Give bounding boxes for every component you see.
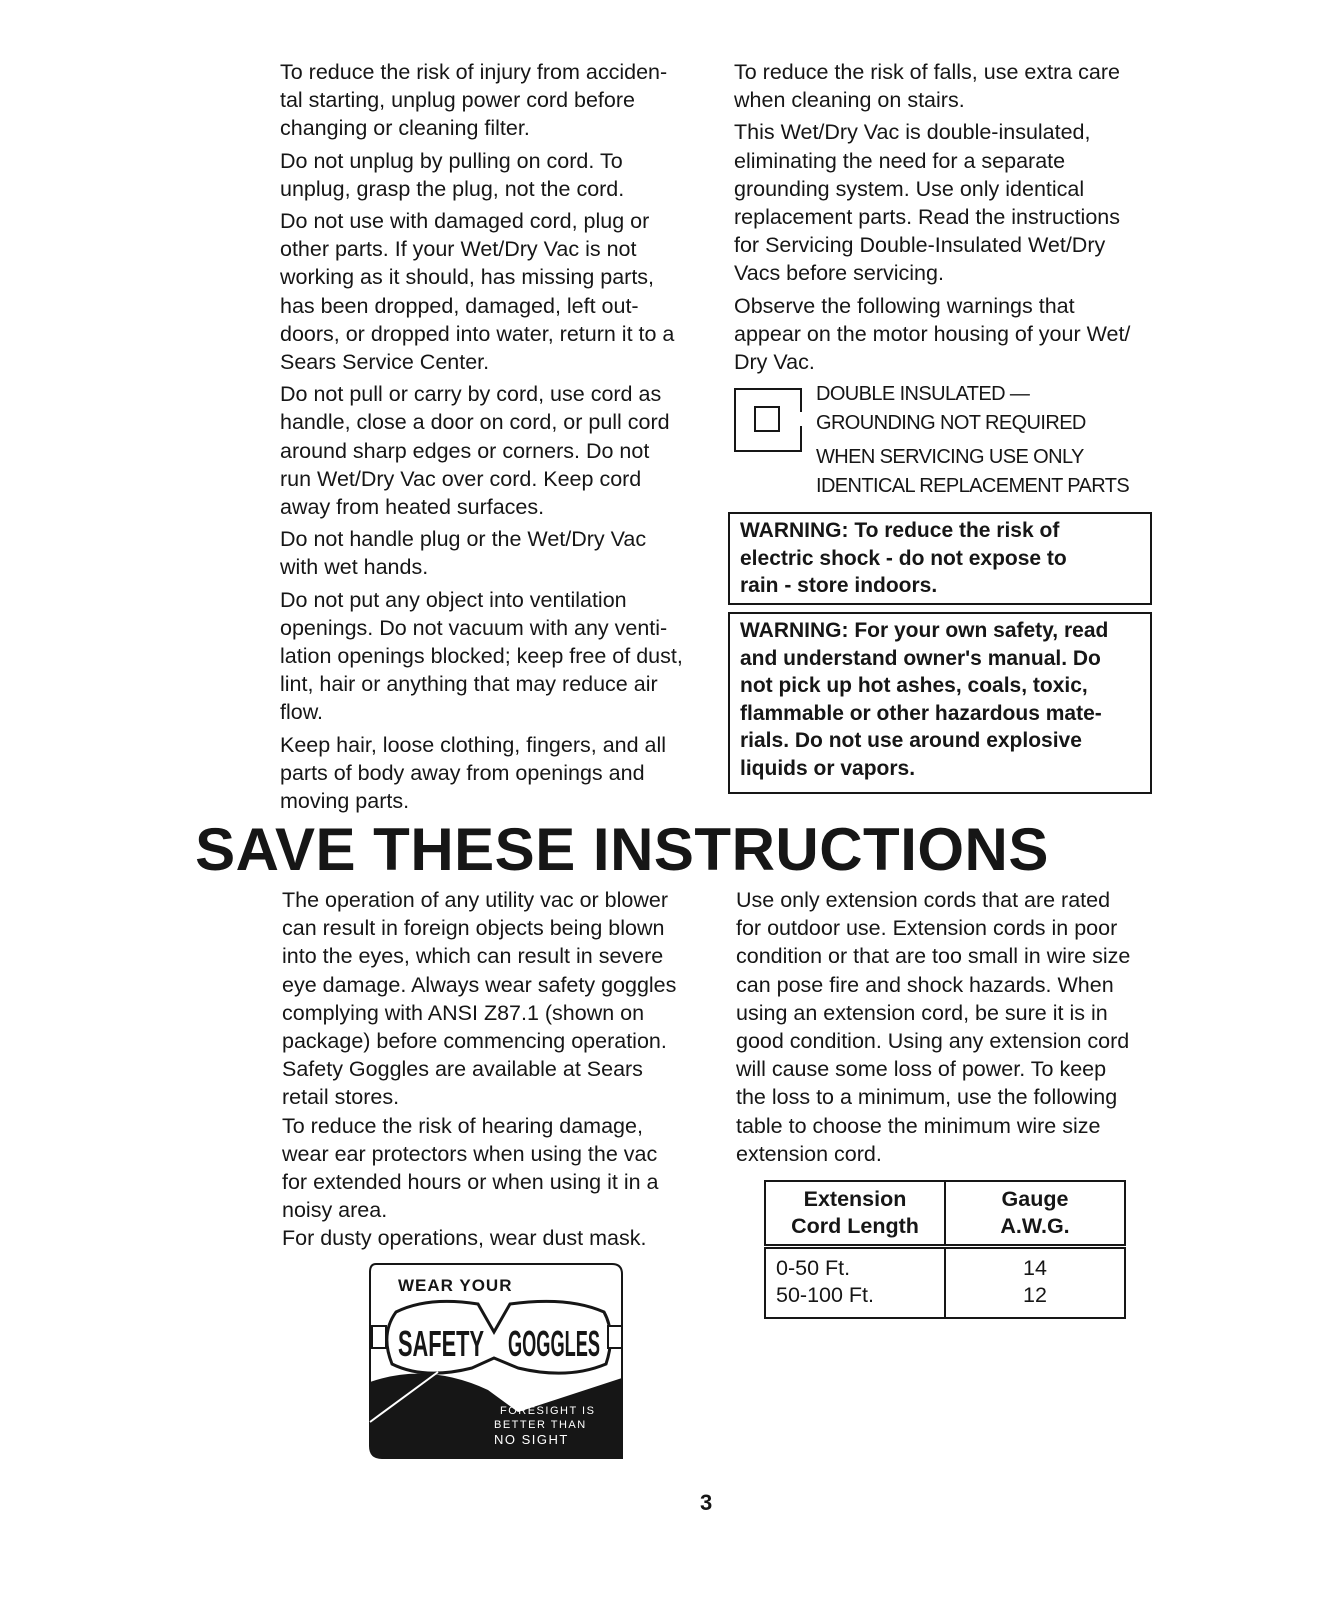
badge-motto-line: BETTER THAN <box>494 1419 587 1431</box>
extension-cord-column <box>736 886 1166 1168</box>
double-insulated-line: GROUNDING NOT REQUIRED <box>816 411 1086 434</box>
safety-rule: Do not pull or carry by cord, use cord as handle, close a door on cord, or pull cord around sharp edges or corners. Do not run Wet/Dry Vac over cord. Keep cord away from heated surfaces. <box>280 382 670 520</box>
double-insulated-label <box>734 380 1174 500</box>
safety-rule: To reduce the risk of falls, use extra care when cleaning on stairs. <box>734 60 1120 113</box>
double-insulated-line: WHEN SERVICING USE ONLY <box>816 446 1084 469</box>
protection-paragraph: The operation of any utility vac or blower can result in foreign objects being blown into the eyes, which can result in severe eye damage. Always wear safety goggles complying with ANSI Z87.1 (shown on package) before commencing operation. Safety Goggles are available at Sears retail stores. <box>282 888 677 1110</box>
extension-cord-paragraph: Use only extension cords that are rated for outdoor use. Extension cords in poor condition or that are too small in wire size can pose fire and shock hazards. When using an extension cord, be sure it is in good condition. Using any extension cord will cause some loss of power. To keep the loss to a minimum, use the following table to choose the minimum wire size extension cord. <box>736 888 1131 1166</box>
safety-rule: Do not put any object into ventilation openings. Do not vacuum with any venti- lation openings blocked; keep free of dust, lint, hair or anything that may reduce air flow. <box>280 587 683 725</box>
gauge-cell: 12 <box>945 1282 1125 1318</box>
table-row <box>765 1282 1125 1318</box>
badge-motto-line: NO SIGHT <box>494 1432 569 1447</box>
cord-length-cell: 0-50 Ft. <box>765 1247 945 1283</box>
safety-rules-column-left <box>280 58 720 819</box>
page-number: 3 <box>700 1490 713 1515</box>
double-insulated-line: IDENTICAL REPLACEMENT PARTS <box>816 474 1130 497</box>
column-header-gauge: Gauge A.W.G. <box>945 1181 1125 1247</box>
double-insulated-square-icon <box>754 406 780 432</box>
column-header-cord-length: Extension Cord Length <box>765 1181 945 1247</box>
extension-cord-table <box>764 1180 1126 1319</box>
safety-rule: Do not handle plug or the Wet/Dry Vac with wet hands. <box>280 527 647 580</box>
badge-goggles-text: GOGGLES <box>508 1323 600 1364</box>
safety-rule: Do not unplug by pulling on cord. To unplug, grasp the plug, not the cord. <box>280 148 625 201</box>
protection-column <box>282 886 722 1253</box>
safety-goggles-icon <box>368 1262 626 1458</box>
safety-rule: To reduce the risk of injury from acciden- tal starting, unplug power cord before changing or cleaning filter. <box>280 60 668 141</box>
safety-rule: Keep hair, loose clothing, fingers, and all parts of body away from openings and moving parts. <box>280 732 667 814</box>
badge-top-text: WEAR YOUR <box>398 1276 513 1295</box>
cord-length-cell: 50-100 Ft. <box>765 1282 945 1318</box>
gauge-cell: 14 <box>945 1247 1125 1283</box>
safety-rule: Do not use with damaged cord, plug or other parts. If your Wet/Dry Vac is not working as it should, has missing parts, has been dropped, damaged, left out- doors, or dropped into water, return it to a Sears Service Center. <box>280 209 675 375</box>
badge-motto-line: FORESIGHT IS <box>500 1405 596 1417</box>
warning-box-shock: WARNING: To reduce the risk of electric shock - do not expose to rain - store indoors. <box>728 512 1152 604</box>
badge-safety-text: SAFETY <box>398 1323 484 1364</box>
table-header-row <box>765 1181 1125 1247</box>
safety-rule: Observe the following warnings that appear on the motor housing of your Wet/ Dry Vac. <box>734 293 1131 375</box>
warning-box-divider <box>728 603 1152 605</box>
protection-paragraph: For dusty operations, wear dust mask. <box>282 1226 647 1251</box>
protection-paragraph: To reduce the risk of hearing damage, wear ear protectors when using the vac for extended hours or when using it in a noisy area. <box>282 1113 659 1223</box>
double-insulated-line: DOUBLE INSULATED — <box>816 383 1030 406</box>
double-insulated-text <box>816 380 1129 500</box>
safety-rule: This Wet/Dry Vac is double-insulated, eliminating the need for a separate grounding system. Use only identical replacement parts. Read the instructions for Servicing Double-Insulated Wet/Dry Vacs before servicing. <box>734 120 1121 286</box>
save-instructions-heading: SAVE THESE INSTRUCTIONS <box>195 816 1049 883</box>
table-row <box>765 1247 1125 1283</box>
warning-box-safety: WARNING: For your own safety, read and understand owner's manual. Do not pick up hot ashes, coals, toxic, flammable or other hazardous mate- rials. Do not use around explosive liquids or vapors. <box>728 612 1152 794</box>
safety-rules-column-right <box>734 58 1174 500</box>
